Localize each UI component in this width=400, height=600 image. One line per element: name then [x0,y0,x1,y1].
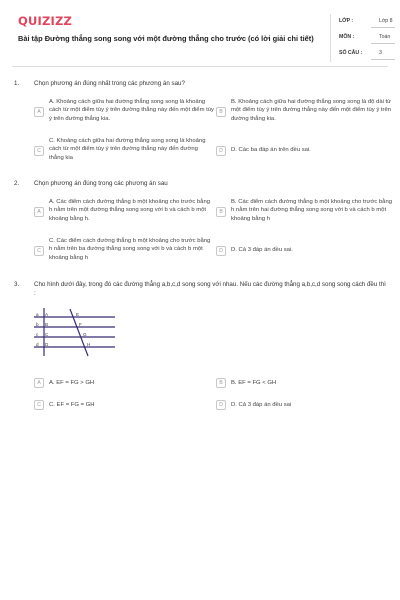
option-letter-box[interactable]: B [216,107,226,117]
worksheet-header [12,10,393,62]
question-number: 2. [14,180,20,187]
question-text: Cho hình dưới đây, trong đó các đường thẳng a,b,c,d song song với nhau. Nếu các đường thẳng a,b,c,d song song cách đều thì : [34,281,386,297]
meta-grade-value: Lớp 8 [379,18,393,24]
label-point-c: C [45,332,49,337]
header-divider [12,66,388,67]
label-line-c: c [36,332,39,337]
option-text: B. Các điểm cách đường thẳng b một khoảng cho trước bằng h nằm trên hai đường thẳng song song với b và cách b một khoảng bằng h [231,199,393,222]
meta-grade [339,18,395,30]
parallel-lines-figure [20,306,115,358]
meta-subject [339,34,395,46]
label-point-f: F [79,322,82,327]
question-1 [14,80,392,170]
meta-grade-label: LỚP : [339,18,354,24]
option-letter-box[interactable]: A [34,378,44,388]
option-text: D. Cả 3 đáp án đều sai. [231,247,293,253]
quizizz-logo: QUIZIZZ [18,14,73,28]
option-letter-box[interactable]: C [34,400,44,410]
option-letter-box[interactable]: B [216,207,226,217]
meta-underline [371,59,395,60]
option-text: D. Các ba đáp án trên đều sai. [231,147,311,153]
meta-question-count [339,50,395,62]
option-letter-box[interactable]: D [216,146,226,156]
label-point-e: E [76,312,80,317]
option-text: D. Cả 3 đáp án đều sai [231,402,292,408]
option-text: C. EF = FG = GH [49,402,95,408]
label-line-b: b [36,322,39,327]
option-letter-box[interactable]: A [34,107,44,117]
meta-count-value: 3 [379,50,382,56]
meta-count-label: SỐ CÂU : [339,50,363,56]
label-point-b: B [45,322,49,327]
label-line-d: d [36,342,39,347]
option-letter-box[interactable]: B [216,378,226,388]
question-3-options [14,376,386,421]
worksheet-title: Bài tập Đường thẳng song song với một đường thẳng cho trước (có lời giải chi tiết) [18,34,314,43]
option-text: C. Các điểm cách đường thẳng b một khoảng cho trước bằng h nằm trên ba đường thẳng song song với b và cách b một khoảng bằng h [49,238,211,261]
question-text: Chọn phương án đúng trong các phương án sau [34,180,168,187]
option-letter-box[interactable]: D [216,400,226,410]
meta-subject-label: MÔN : [339,34,355,40]
option-letter-box[interactable]: C [34,246,44,256]
meta-subject-value: Toán [379,34,391,40]
option-text: A. Các điểm cách đường thẳng b một khoảng cho trước bằng h nằm trên một đường thẳng song song với b và cách b một khoảng bằng h. [49,199,211,222]
option-text: A. EF = FG > GH [49,380,95,386]
label-point-h: H [87,342,91,347]
meta-underline [371,43,395,44]
option-text: B. Khoảng cách giữa hai đường thẳng song song là độ dài từ một điểm tùy ý trên đường thẳng này đến một điểm tùy ý trên đường thẳng kia. [231,99,392,122]
question-number: 3. [14,281,20,288]
label-point-a: A [45,312,49,317]
label-point-d: D [45,342,49,347]
option-text: A. Khoảng cách giữa hai đường thẳng song song là khoảng cách từ một điểm tùy ý trên đường thẳng này đến một điểm tùy ý trên đường thẳng kia. [49,99,214,122]
option-letter-box[interactable]: A [34,207,44,217]
label-point-g: G [83,332,87,337]
option-text: B. EF = FG < GH [231,380,277,386]
meta-underline [371,27,395,28]
option-letter-box[interactable]: D [216,246,226,256]
question-number: 1. [14,80,20,87]
label-line-a: a [36,312,39,317]
question-2 [14,180,393,270]
option-letter-box[interactable]: C [34,146,44,156]
question-text: Chọn phương án đúng nhất trong các phương án sau? [34,80,185,87]
option-text: C. Khoảng cách giữa hai đường thẳng song song là khoảng cách từ một điểm tùy ý trên đường thẳng này đến đường thẳng kia [49,138,206,161]
worksheet-meta [330,14,393,62]
